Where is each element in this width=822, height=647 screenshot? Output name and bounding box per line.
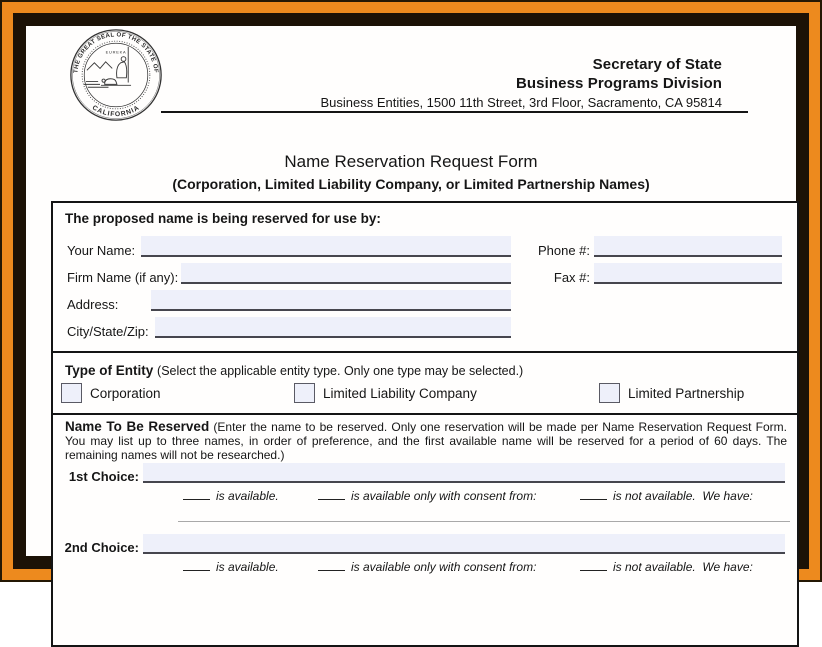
entity-option-llc xyxy=(294,383,477,403)
agency-address: Business Entities, 1500 11th Street, 3rd Floor, Sacramento, CA 95814 xyxy=(320,95,722,110)
firm-name-label: Firm Name (if any): xyxy=(67,270,179,285)
inner-border-line xyxy=(13,13,809,574)
seal-top-text: THE GREAT SEAL OF THE STATE OF xyxy=(73,32,159,74)
name-reserved-instructions: (Enter the name to be reserved. Only one reservation will be made per Name Reservation Request Form. You may list up to three names, in order of preference, and the first available name will be reserved for a period of 60 days. The remaining names will not be researched.) xyxy=(65,420,787,462)
fax-label: Fax #: xyxy=(553,270,590,285)
name-reserved-paragraph xyxy=(65,420,787,462)
lp-checkbox[interactable] xyxy=(599,383,620,403)
first-choice-availability-2: is available only with consent from: xyxy=(318,488,536,503)
first-choice-label: 1st Choice: xyxy=(68,469,139,484)
form-subtitle: (Corporation, Limited Liability Company, or Limited Partnership Names) xyxy=(172,176,650,192)
second-choice-availability-3: is not available. We have: xyxy=(580,559,753,574)
section-name-to-be-reserved xyxy=(53,415,797,645)
reserved-by-heading: The proposed name is being reserved for use by: xyxy=(65,211,381,226)
city-state-zip-field[interactable] xyxy=(155,317,511,338)
seal-bottom-text: CALIFORNIA xyxy=(90,104,142,119)
corporation-label: Corporation xyxy=(90,385,161,401)
phone-label: Phone #: xyxy=(537,243,590,258)
agency-header xyxy=(320,55,722,111)
form-title: Name Reservation Request Form xyxy=(284,152,538,171)
california-state-seal-icon xyxy=(69,28,163,122)
entity-type-heading xyxy=(65,363,523,378)
availability-blank xyxy=(318,559,345,571)
first-choice-availability-3: is not available. We have: xyxy=(580,488,753,503)
header-divider xyxy=(161,111,748,113)
your-name-label: Your Name: xyxy=(67,243,136,258)
corporation-checkbox[interactable] xyxy=(61,383,82,403)
phone-field[interactable] xyxy=(594,236,782,257)
orange-border xyxy=(2,2,820,580)
lp-label: Limited Partnership xyxy=(628,385,745,401)
agency-name: Secretary of State xyxy=(592,56,722,73)
second-choice-field[interactable] xyxy=(143,534,785,554)
seal-motto-text: EUREKA xyxy=(105,49,127,55)
entity-option-lp xyxy=(599,383,744,403)
availability-blank xyxy=(183,488,210,500)
choice-divider-line xyxy=(178,521,790,522)
name-reserved-heading: Name To Be Reserved xyxy=(65,419,210,434)
llc-label: Limited Liability Company xyxy=(323,385,477,401)
availability-blank xyxy=(580,488,607,500)
second-choice-label: 2nd Choice: xyxy=(64,540,139,555)
entity-type-instructions: (Select the applicable entity type. Only one type may be selected.) xyxy=(157,364,524,378)
availability-blank xyxy=(318,488,345,500)
section-entity-type xyxy=(53,353,797,415)
form-title-block xyxy=(26,152,796,193)
firm-name-field[interactable] xyxy=(181,263,511,284)
your-name-field[interactable] xyxy=(141,236,511,257)
availability-blank xyxy=(580,559,607,571)
first-choice-field[interactable] xyxy=(143,463,785,483)
address-label: Address: xyxy=(67,297,119,312)
form-box xyxy=(51,201,799,647)
entity-option-corporation xyxy=(61,383,161,403)
fax-field[interactable] xyxy=(594,263,782,284)
availability-blank xyxy=(183,559,210,571)
entity-type-title: Type of Entity xyxy=(65,363,154,378)
section-reserved-by xyxy=(53,203,797,353)
first-choice-availability-1: is available. xyxy=(183,488,279,503)
address-field[interactable] xyxy=(151,290,511,311)
division-name: Business Programs Division xyxy=(515,75,722,92)
second-choice-availability-1: is available. xyxy=(183,559,279,574)
llc-checkbox[interactable] xyxy=(294,383,315,403)
form-page xyxy=(26,26,796,574)
second-choice-availability-2: is available only with consent from: xyxy=(318,559,536,574)
city-state-zip-label: City/State/Zip: xyxy=(67,324,149,339)
